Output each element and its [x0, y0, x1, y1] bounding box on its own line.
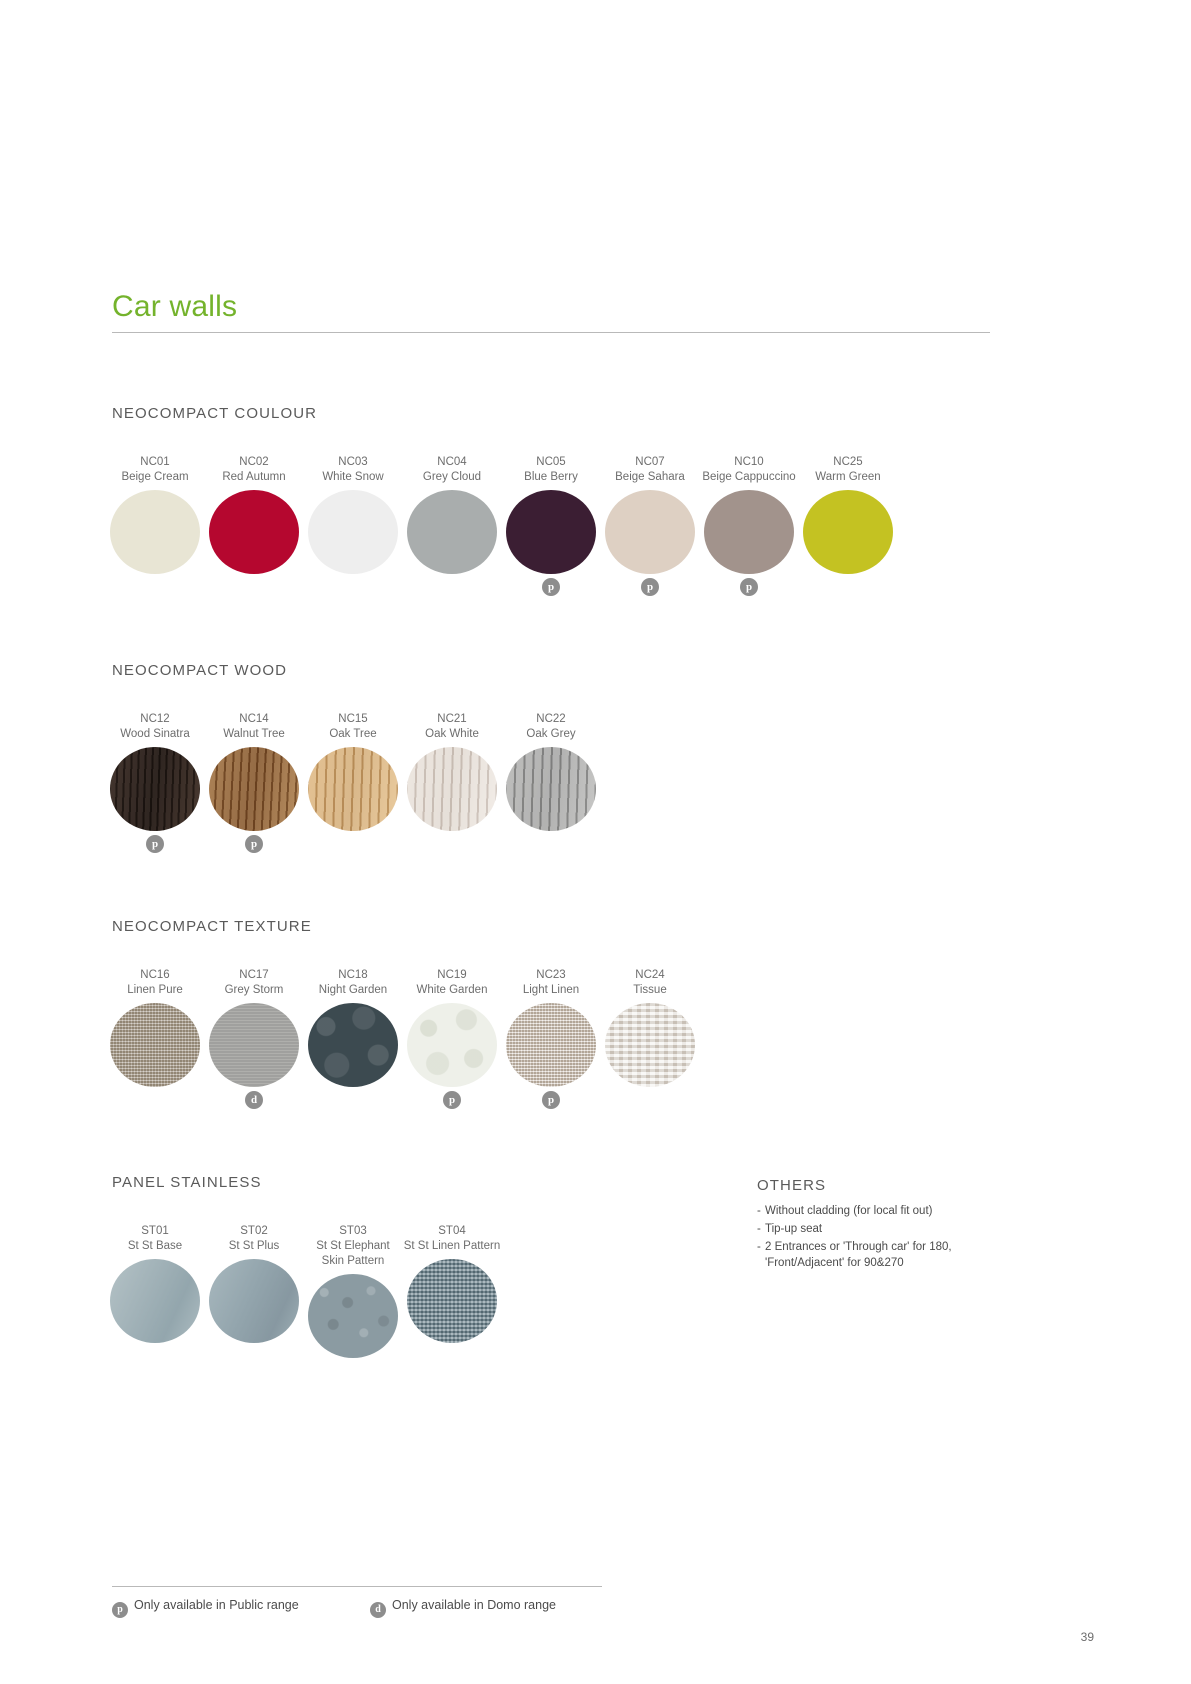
swatch-name: Beige Cream: [121, 471, 189, 483]
swatch-disc[interactable]: [308, 1003, 398, 1087]
swatch-name: Oak White: [425, 728, 479, 740]
legend-domo-range: [370, 1598, 556, 1618]
swatch-name: White Garden: [416, 984, 488, 996]
swatch-code: NC03: [338, 456, 368, 468]
swatch-disc-wrap: [407, 747, 497, 831]
swatch-name: Red Autumn: [222, 471, 286, 483]
swatch-code: ST03: [339, 1225, 367, 1237]
swatch-code: ST02: [240, 1225, 268, 1237]
swatch-code: NC12: [140, 713, 170, 725]
swatch-disc-wrap: [506, 490, 596, 593]
swatch-name: Oak Tree: [329, 728, 377, 740]
others-list: [757, 1203, 1017, 1273]
swatch-disc-wrap: [605, 1003, 695, 1087]
swatch-name: Warm Green: [815, 471, 881, 483]
section-heading-neocompact-wood: NEOCOMPACT WOOD: [112, 662, 288, 679]
legend-badge-d: d: [370, 1602, 386, 1618]
swatch-disc-wrap: [506, 747, 596, 831]
swatch-disc[interactable]: [506, 1003, 596, 1087]
swatch-disc-wrap: [506, 1003, 596, 1106]
swatch-disc-wrap: [407, 490, 497, 574]
others-list-item: - Without cladding (for local fit out): [757, 1203, 1017, 1219]
swatch-disc[interactable]: [308, 747, 398, 831]
others-list-item: - 2 Entrances or 'Through car' for 180, 'Front/Adjacent' for 90&270: [757, 1239, 1017, 1271]
swatch-disc[interactable]: [308, 1274, 398, 1358]
swatch-disc[interactable]: [605, 490, 695, 574]
swatch-name: Light Linen: [522, 984, 580, 996]
swatch-code: ST04: [438, 1225, 466, 1237]
swatch-code: NC24: [635, 969, 665, 981]
swatch-disc[interactable]: [407, 747, 497, 831]
swatch-disc[interactable]: [209, 747, 299, 831]
swatch-name: Beige Sahara: [615, 471, 685, 483]
swatch-nc22[interactable]: [491, 712, 611, 831]
swatch-disc-wrap: [209, 1259, 299, 1343]
swatch-disc[interactable]: [506, 490, 596, 574]
section-heading-panel-stainless: PANEL STAINLESS: [112, 1174, 262, 1191]
swatch-name: St St Base: [127, 1240, 183, 1252]
range-badge-p: p: [740, 578, 758, 596]
range-badge-p: p: [443, 1091, 461, 1109]
range-badge-p: p: [542, 578, 560, 596]
swatch-code: ST01: [141, 1225, 169, 1237]
swatch-name: St St Plus: [228, 1240, 280, 1252]
others-heading: OTHERS: [757, 1177, 827, 1194]
swatch-code: NC07: [635, 456, 665, 468]
swatch-name: Wood Sinatra: [120, 728, 190, 740]
swatch-disc-wrap: [209, 747, 299, 850]
swatch-name: Blue Berry: [524, 471, 578, 483]
others-list-item: - Tip-up seat: [757, 1221, 1017, 1237]
range-badge-p: p: [146, 835, 164, 853]
range-badge-p: p: [542, 1091, 560, 1109]
swatch-disc[interactable]: [110, 490, 200, 574]
swatch-disc[interactable]: [605, 1003, 695, 1087]
swatch-code: NC15: [338, 713, 368, 725]
swatch-code: NC16: [140, 969, 170, 981]
legend-public-range: [112, 1598, 299, 1618]
swatch-disc[interactable]: [506, 747, 596, 831]
swatch-disc[interactable]: [209, 1259, 299, 1343]
swatch-disc-wrap: [308, 747, 398, 831]
swatch-disc-wrap: [110, 1259, 200, 1343]
swatch-code: NC04: [437, 456, 467, 468]
swatch-code: NC19: [437, 969, 467, 981]
swatch-disc[interactable]: [209, 1003, 299, 1087]
swatch-code: NC17: [239, 969, 269, 981]
legend-text: Only available in Public range: [134, 1598, 299, 1612]
swatch-disc-wrap: [209, 490, 299, 574]
swatch-code: NC23: [536, 969, 566, 981]
swatch-code: NC05: [536, 456, 566, 468]
range-badge-p: p: [641, 578, 659, 596]
swatch-name: Grey Cloud: [422, 471, 482, 483]
swatch-code: NC10: [734, 456, 764, 468]
swatch-code: NC14: [239, 713, 269, 725]
swatch-name: Beige Cappuccino: [702, 471, 796, 483]
swatch-disc-wrap: [803, 490, 893, 574]
swatch-code: NC25: [833, 456, 863, 468]
swatch-code: NC18: [338, 969, 368, 981]
swatch-disc[interactable]: [407, 490, 497, 574]
page-number: 39: [1080, 1630, 1094, 1644]
swatch-disc-wrap: [110, 747, 200, 850]
swatch-disc-wrap: [407, 1259, 497, 1343]
swatch-disc[interactable]: [407, 1259, 497, 1343]
section-heading-neocompact-texture: NEOCOMPACT TEXTURE: [112, 918, 312, 935]
swatch-code: NC21: [437, 713, 467, 725]
swatch-disc-wrap: [308, 1003, 398, 1087]
swatch-name: St St Elephant Skin Pattern: [316, 1240, 390, 1267]
swatch-disc-wrap: [704, 490, 794, 593]
swatch-disc-wrap: [110, 490, 200, 574]
swatch-disc-wrap: [110, 1003, 200, 1087]
swatch-disc-wrap: [605, 490, 695, 593]
swatch-name: Oak Grey: [526, 728, 576, 740]
footer-divider: [112, 1586, 602, 1587]
swatch-nc25[interactable]: [788, 455, 908, 574]
legend-badge-p: p: [112, 1602, 128, 1618]
swatch-name: Tissue: [633, 984, 667, 996]
range-badge-p: p: [245, 835, 263, 853]
swatch-name: Walnut Tree: [223, 728, 285, 740]
swatch-disc-wrap: [308, 490, 398, 574]
swatch-disc[interactable]: [308, 490, 398, 574]
swatch-disc[interactable]: [407, 1003, 497, 1087]
swatch-disc[interactable]: [110, 1259, 200, 1343]
swatch-disc[interactable]: [110, 747, 200, 831]
swatch-name: White Snow: [322, 471, 384, 483]
swatch-name: Linen Pure: [127, 984, 183, 996]
page-title: Car walls: [112, 290, 238, 323]
title-divider: [112, 332, 990, 333]
swatch-disc-wrap: [407, 1003, 497, 1106]
swatch-name: Grey Storm: [224, 984, 284, 996]
swatch-code: NC22: [536, 713, 566, 725]
swatch-code: NC01: [140, 456, 170, 468]
legend-text: Only available in Domo range: [392, 1598, 556, 1612]
swatch-name: Night Garden: [318, 984, 388, 996]
swatch-disc[interactable]: [209, 490, 299, 574]
swatch-code: NC02: [239, 456, 269, 468]
swatch-st04[interactable]: [392, 1224, 512, 1343]
swatch-disc-wrap: [308, 1274, 398, 1358]
swatch-disc[interactable]: [704, 490, 794, 574]
range-badge-d: d: [245, 1091, 263, 1109]
swatch-name: St St Linen Pattern: [403, 1240, 501, 1252]
section-heading-neocompact-coulour: NEOCOMPACT COULOUR: [112, 405, 318, 422]
swatch-disc[interactable]: [110, 1003, 200, 1087]
swatch-disc-wrap: [209, 1003, 299, 1106]
swatch-disc[interactable]: [803, 490, 893, 574]
swatch-nc24[interactable]: [590, 968, 710, 1087]
